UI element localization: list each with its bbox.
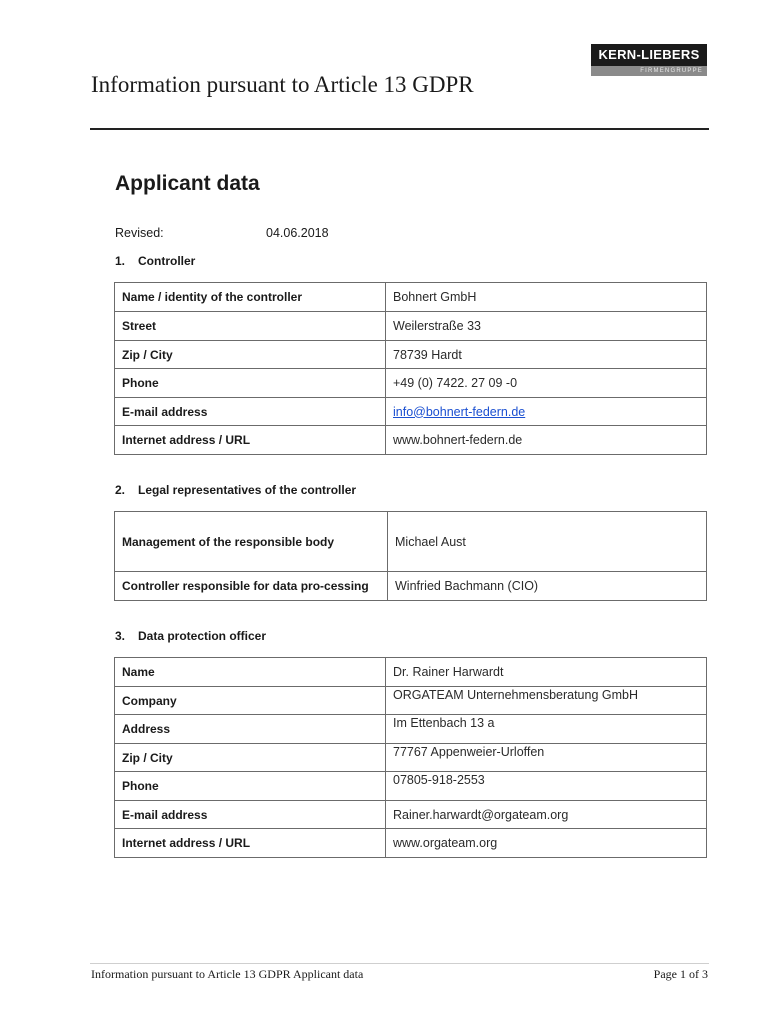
row-value: Winfried Bachmann (CIO) [388,572,707,601]
logo-brand: KERN-LIEBERS [591,44,707,66]
row-value: 77767 Appenweier-Urloffen [386,744,707,772]
row-label: Controller responsible for data pro-cessing [115,572,388,601]
table-row [115,772,707,801]
row-value: Weilerstraße 33 [386,312,707,341]
row-label: Name [115,658,386,687]
table-row [115,312,707,341]
row-value: Im Ettenbach 13 a [386,715,707,744]
controller-table [114,282,707,455]
row-value: 78739 Hardt [386,341,707,369]
row-label: Company [115,687,386,715]
row-value: 07805-918-2553 [386,772,707,801]
page-number: Page 1 of 3 [653,967,708,981]
controller-email-link[interactable]: info@bohnert-federn.de [393,404,526,419]
table-row [115,829,707,858]
row-label: Zip / City [115,341,386,369]
row-label: Phone [115,369,386,398]
table-row [115,369,707,398]
row-label: E-mail address [115,801,386,829]
row-label: Name / identity of the controller [115,283,386,312]
document-title: Information pursuant to Article 13 GDPR [91,72,474,97]
row-value: www.bohnert-federn.de [386,426,707,455]
row-label: E-mail address [115,398,386,426]
table-row [115,687,707,715]
table-row [115,398,707,426]
table-row [115,744,707,772]
table-row [115,715,707,744]
revised-date: 04.06.2018 [266,226,329,240]
row-label: Internet address / URL [115,829,386,858]
table-row [115,572,707,601]
row-value [386,398,707,426]
company-logo [591,44,707,78]
row-value: www.orgateam.org [386,829,707,858]
footer-divider [90,963,709,964]
table-row [115,341,707,369]
data-protection-officer-table [114,657,707,858]
revised-label: Revised: [115,226,164,240]
footer-document-label: Information pursuant to Article 13 GDPR Applicant data [91,967,364,981]
section-heading-data-protection-officer: 3. Data protection officer [115,629,267,643]
row-label: Management of the responsible body [115,512,388,572]
row-label: Internet address / URL [115,426,386,455]
row-value: Michael Aust [388,512,707,572]
legal-representatives-table [114,511,707,601]
row-value: Bohnert GmbH [386,283,707,312]
row-label: Zip / City [115,744,386,772]
table-row [115,658,707,687]
row-label: Phone [115,772,386,801]
row-value: +49 (0) 7422. 27 09 -0 [386,369,707,398]
table-row [115,512,707,572]
row-value: ORGATEAM Unternehmensberatung GmbH [386,687,707,715]
section-heading-controller: 1. Controller [115,254,196,268]
header-divider [90,128,709,130]
row-value: Dr. Rainer Harwardt [386,658,707,687]
page-title: Applicant data [115,172,260,195]
logo-tagline: FIRMENGRUPPE [591,66,707,76]
row-value: Rainer.harwardt@orgateam.org [386,801,707,829]
table-row [115,426,707,455]
row-label: Address [115,715,386,744]
table-row [115,283,707,312]
row-label: Street [115,312,386,341]
section-heading-legal-representatives: 2. Legal representatives of the controller [115,483,357,497]
table-row [115,801,707,829]
